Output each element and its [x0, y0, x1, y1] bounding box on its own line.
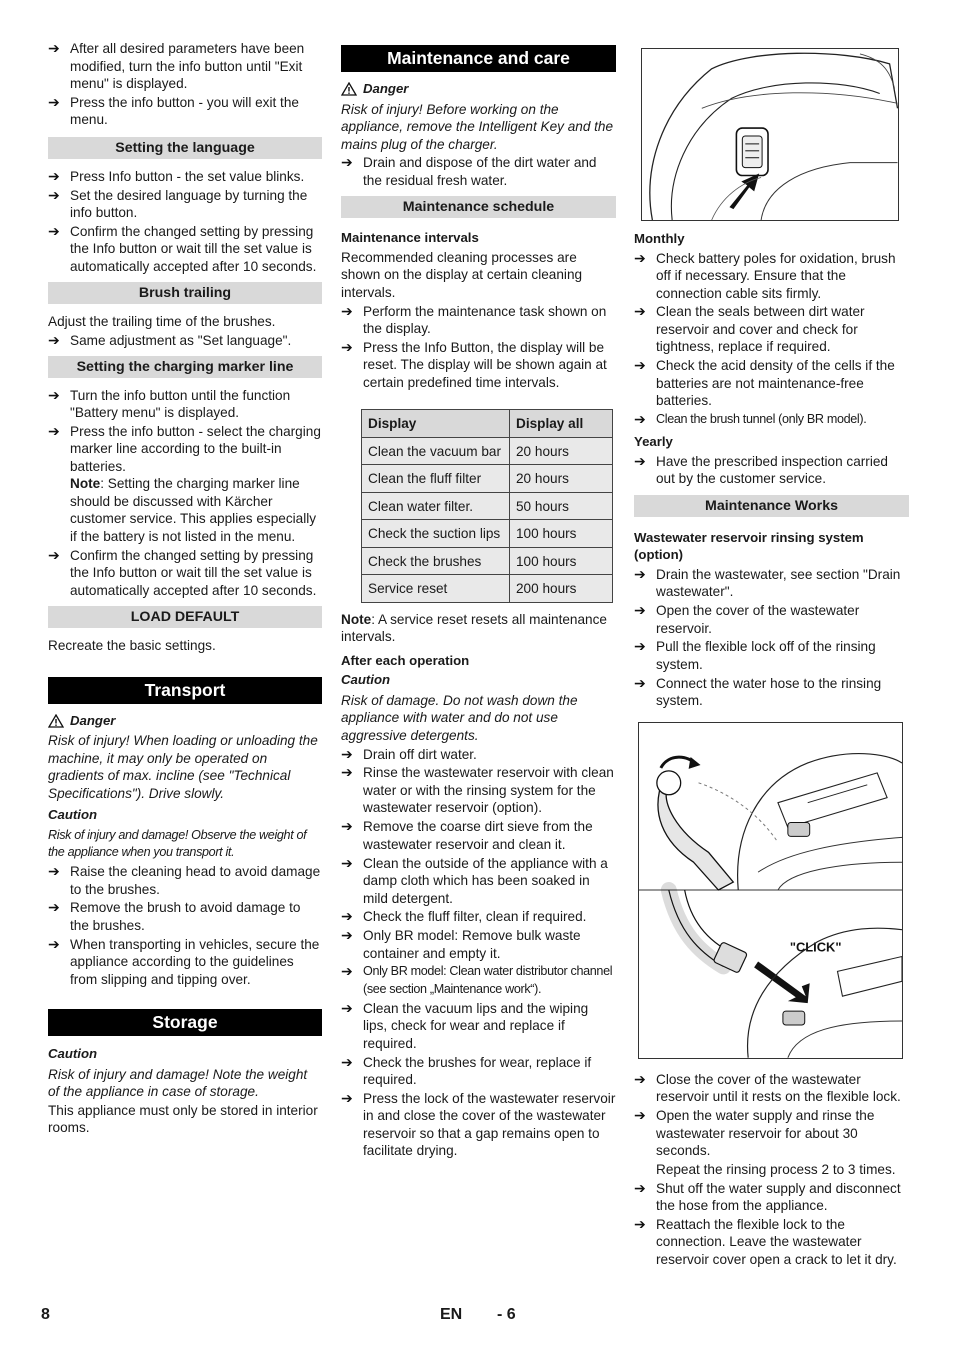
list-item: ➔ Drain off dirt water. [341, 745, 477, 762]
maintenance-table [361, 409, 613, 603]
click-label: "CLICK" [789, 939, 842, 955]
list-item: ➔ Check the acid density of the cells if the batteries are not maintenance-free batteries. [634, 357, 895, 409]
list-item: ➔ Press the info button - you will exit the menu. [48, 93, 299, 128]
right-arrow-icon: ➔ [341, 764, 353, 781]
list-item: ➔ Clean the brush tunnel (only BR model). [634, 410, 867, 427]
storage-text: This appliance must only be stored in interior rooms. [48, 1102, 318, 1136]
load-default-heading: LOAD DEFAULT [48, 606, 322, 628]
right-arrow-icon: ➔ [48, 167, 60, 184]
page-number: 8 [41, 1306, 50, 1323]
rinsing-system-label: Wastewater reservoir rinsing system (option) [634, 529, 864, 563]
right-arrow-icon: ➔ [341, 338, 353, 355]
rinsing-list [634, 566, 909, 710]
list-item: ➔ Only BR model: Clean water distributor channel (see section „Maintenance work“). [341, 963, 616, 998]
right-arrow-icon: ➔ [48, 422, 60, 439]
list-item: ➔ Reattach the flexible lock to the connection. Leave the wastewater reservoir cover open a crack to let it dry. [634, 1215, 897, 1267]
right-arrow-icon: ➔ [634, 638, 646, 655]
list-item: ➔ Clean the seals between dirt water reservoir and cover and check for tightness, replace if required. [634, 303, 865, 355]
right-arrow-icon: ➔ [634, 1107, 646, 1124]
list-item: ➔ Have the prescribed inspection carried out by the customer service. [634, 452, 888, 487]
right-arrow-icon: ➔ [341, 154, 353, 171]
after-operation-list [341, 746, 616, 1160]
list-item: ➔ Connect the water hose to the rinsing system. [634, 674, 882, 709]
after-rinse-list [634, 1180, 909, 1269]
list-item: ➔ Same adjustment as "Set language". [48, 332, 292, 349]
right-arrow-icon: ➔ [634, 410, 646, 427]
right-arrow-icon: ➔ [634, 602, 646, 619]
after-operation-label: After each operation [341, 652, 470, 668]
transport-heading: Transport [48, 677, 322, 704]
after-connect-list [634, 1071, 909, 1160]
table-row: Clean the vacuum bar 20 hours [362, 437, 613, 465]
list-item: ➔ Check the brushes for wear, replace if required. [341, 1053, 592, 1088]
list-item: ➔ Turn the info button until the function "Battery menu" is displayed. [48, 386, 291, 421]
list-item: ➔ After all desired parameters have been modified, turn the info button until "Exit menu" is displayed. [48, 40, 305, 91]
table-header-row: Display Display all [362, 410, 613, 438]
right-arrow-icon: ➔ [341, 302, 353, 319]
schedule-heading: Maintenance schedule [341, 196, 616, 218]
right-arrow-icon: ➔ [634, 1179, 646, 1196]
right-arrow-icon: ➔ [48, 386, 60, 403]
maintenance-list [341, 154, 616, 189]
right-arrow-icon: ➔ [48, 222, 60, 239]
right-arrow-icon: ➔ [341, 999, 353, 1016]
right-arrow-icon: ➔ [48, 546, 60, 563]
maintenance-danger-text: Risk of injury! Before working on the appliance, remove the Intelligent Key and the mains plug of the charger. [341, 101, 614, 152]
right-arrow-icon: ➔ [48, 186, 60, 203]
brush-trailing-text: Adjust the trailing time of the brushes. [48, 314, 276, 330]
right-arrow-icon: ➔ [341, 963, 353, 980]
list-item: ➔ Open the cover of the wastewater reservoir. [634, 602, 860, 636]
right-arrow-icon: ➔ [48, 332, 60, 349]
list-item: ➔ Check the fluff filter, clean if required. [341, 908, 587, 925]
right-arrow-icon: ➔ [341, 745, 353, 762]
list-item: ➔ Drain and dispose of the dirt water and the residual fresh water. [341, 154, 597, 188]
list-item: ➔ Press the info button - select the charging marker line according to the built-in batteries. Note: Setting the charging marker line should be discussed with Kärcher customer service. This applies especially if the battery is not listed in the menu. [48, 422, 321, 544]
right-arrow-icon: ➔ [634, 565, 646, 582]
right-arrow-icon: ➔ [341, 927, 353, 944]
after-caution-text: Risk of damage. Do not wash down the appliance with water and do not use aggressive detergents. [341, 692, 578, 743]
language-code: EN [440, 1306, 463, 1323]
right-arrow-icon: ➔ [48, 935, 60, 952]
intro-list [48, 40, 322, 129]
right-arrow-icon: ➔ [634, 1070, 646, 1087]
table-row: Check the brushes 100 hours [362, 547, 613, 575]
transport-caution-text: Risk of injury and damage! Observe the weight of the appliance when you transport it. [48, 827, 307, 860]
section-page-number: - 6 [497, 1306, 516, 1323]
list-item: ➔ Press the lock of the wastewater reservoir in and close the cover of the wastewater reservoir so that a gap remains open to facilitate drying. [341, 1089, 616, 1159]
right-arrow-icon: ➔ [341, 1053, 353, 1070]
yearly-label: Yearly [634, 434, 673, 450]
table-row: Clean the fluff filter 20 hours [362, 465, 613, 493]
intervals-label: Maintenance intervals [341, 230, 479, 246]
list-item: ➔ Press the Info Button, the display will be reset. The display will be shown again at certain predefined time intervals. [341, 338, 607, 390]
right-arrow-icon: ➔ [634, 303, 646, 320]
right-arrow-icon: ➔ [341, 908, 353, 925]
storage-heading: Storage [48, 1009, 322, 1036]
right-arrow-icon: ➔ [48, 40, 60, 56]
right-arrow-icon: ➔ [341, 818, 353, 835]
maintenance-danger-label: Danger [341, 80, 616, 98]
column-right [634, 40, 909, 1270]
rinsing-hose-illustration [638, 722, 903, 1059]
list-item: ➔ Raise the cleaning head to avoid damage to the brushes. [48, 863, 321, 897]
list-item: Repeat the rinsing process 2 to 3 times. [656, 1161, 896, 1177]
list-item: ➔ Drain the wastewater, see section "Drain wastewater". [634, 565, 901, 600]
right-arrow-icon: ➔ [341, 854, 353, 871]
transport-danger-label: Danger [48, 712, 322, 730]
table-row: Service reset 200 hours [362, 575, 613, 603]
yearly-list [634, 453, 909, 488]
right-arrow-icon: ➔ [634, 674, 646, 691]
list-item: ➔ Close the cover of the wastewater reservoir until it rests on the flexible lock. [634, 1070, 901, 1105]
transport-caution-label: Caution [48, 807, 98, 823]
right-arrow-icon: ➔ [634, 357, 646, 374]
list-item: ➔ Set the desired language by turning the info button. [48, 186, 308, 221]
column-middle [341, 45, 616, 1161]
list-item: ➔ Clean the vacuum lips and the wiping lips, check for wear and replace if required. [341, 999, 589, 1051]
list-item: ➔ Remove the brush to avoid damage to the brushes. [48, 899, 301, 933]
charging-marker-heading: Setting the charging marker line [48, 356, 322, 378]
after-caution-label: Caution [341, 672, 391, 688]
right-arrow-icon: ➔ [48, 863, 60, 880]
storage-caution-text: Risk of injury and damage! Note the weight of the appliance in case of storage. [48, 1066, 308, 1100]
maintenance-heading: Maintenance and care [341, 45, 616, 72]
table-row: Check the suction lips 100 hours [362, 520, 613, 548]
reservoir-lock-illustration [641, 48, 899, 221]
right-arrow-icon: ➔ [341, 1089, 353, 1106]
list-item: ➔ Clean the outside of the appliance with a damp cloth which has been soaked in mild detergent. [341, 854, 608, 906]
right-arrow-icon: ➔ [48, 899, 60, 916]
warning-triangle-icon [341, 82, 357, 96]
storage-caution-label: Caution [48, 1046, 98, 1062]
list-item: ➔ Remove the coarse dirt sieve from the wastewater reservoir and clean it. [341, 818, 593, 852]
list-item: ➔ Perform the maintenance task shown on the display. [341, 302, 607, 337]
list-item: ➔ Confirm the changed setting by pressing the Info button or wait till the set value is automatically accepted after 10 seconds. [48, 222, 317, 274]
list-item: ➔ Shut off the water supply and disconnect the hose from the appliance. [634, 1179, 901, 1214]
service-reset-note: Note: A service reset resets all maintenance intervals. [341, 611, 607, 645]
setting-language-heading: Setting the language [48, 137, 322, 159]
list-item: ➔ Pull the flexible lock off of the rinsing system. [634, 638, 876, 672]
column-left [48, 40, 322, 1138]
list-item: ➔ Press Info button - the set value blinks. [48, 167, 305, 184]
brush-trailing-heading: Brush trailing [48, 282, 322, 304]
list-item: ➔ Open the water supply and rinse the wastewater reservoir for about 30 seconds. [634, 1107, 875, 1159]
load-default-text: Recreate the basic settings. [48, 638, 216, 654]
intervals-list [341, 303, 616, 392]
charging-note: Note: Setting the charging marker line should be discussed with Kärcher customer service. This applies especially if the battery is not listed in the menu. [70, 476, 317, 544]
list-item: ➔ Confirm the changed setting by pressing the Info button or wait till the set value is automatically accepted after 10 seconds. [48, 546, 317, 598]
list-item: ➔ When transporting in vehicles, secure the appliance according to the guidelines from slipping and tipping over. [48, 935, 320, 987]
right-arrow-icon: ➔ [634, 452, 646, 469]
maintenance-works-heading: Maintenance Works [634, 495, 909, 517]
right-arrow-icon: ➔ [48, 93, 60, 110]
transport-danger-text: Risk of injury! When loading or unloading the machine, it may only be operated on gradients of max. incline (see "Technical Specifications"). Drive slowly. [48, 733, 318, 801]
right-arrow-icon: ➔ [634, 1215, 646, 1232]
setting-language-list [48, 168, 322, 276]
monthly-list [634, 250, 909, 429]
intervals-text: Recommended cleaning processes are shown on the display at certain cleaning intervals. [341, 249, 583, 300]
brush-trailing-list [48, 332, 322, 350]
monthly-label: Monthly [634, 231, 685, 246]
table-row: Clean water filter. 50 hours [362, 492, 613, 520]
right-arrow-icon: ➔ [634, 249, 646, 266]
list-item: ➔ Only BR model: Remove bulk waste container and empty it. [341, 927, 581, 961]
warning-triangle-icon [48, 714, 64, 728]
list-item: ➔ Check battery poles for oxidation, brush off if necessary. Ensure that the connection cable sits firmly. [634, 249, 896, 301]
list-item: ➔ Rinse the wastewater reservoir with clean water or with the rinsing system for the wastewater reservoir (option). [341, 764, 614, 816]
transport-list [48, 863, 322, 988]
